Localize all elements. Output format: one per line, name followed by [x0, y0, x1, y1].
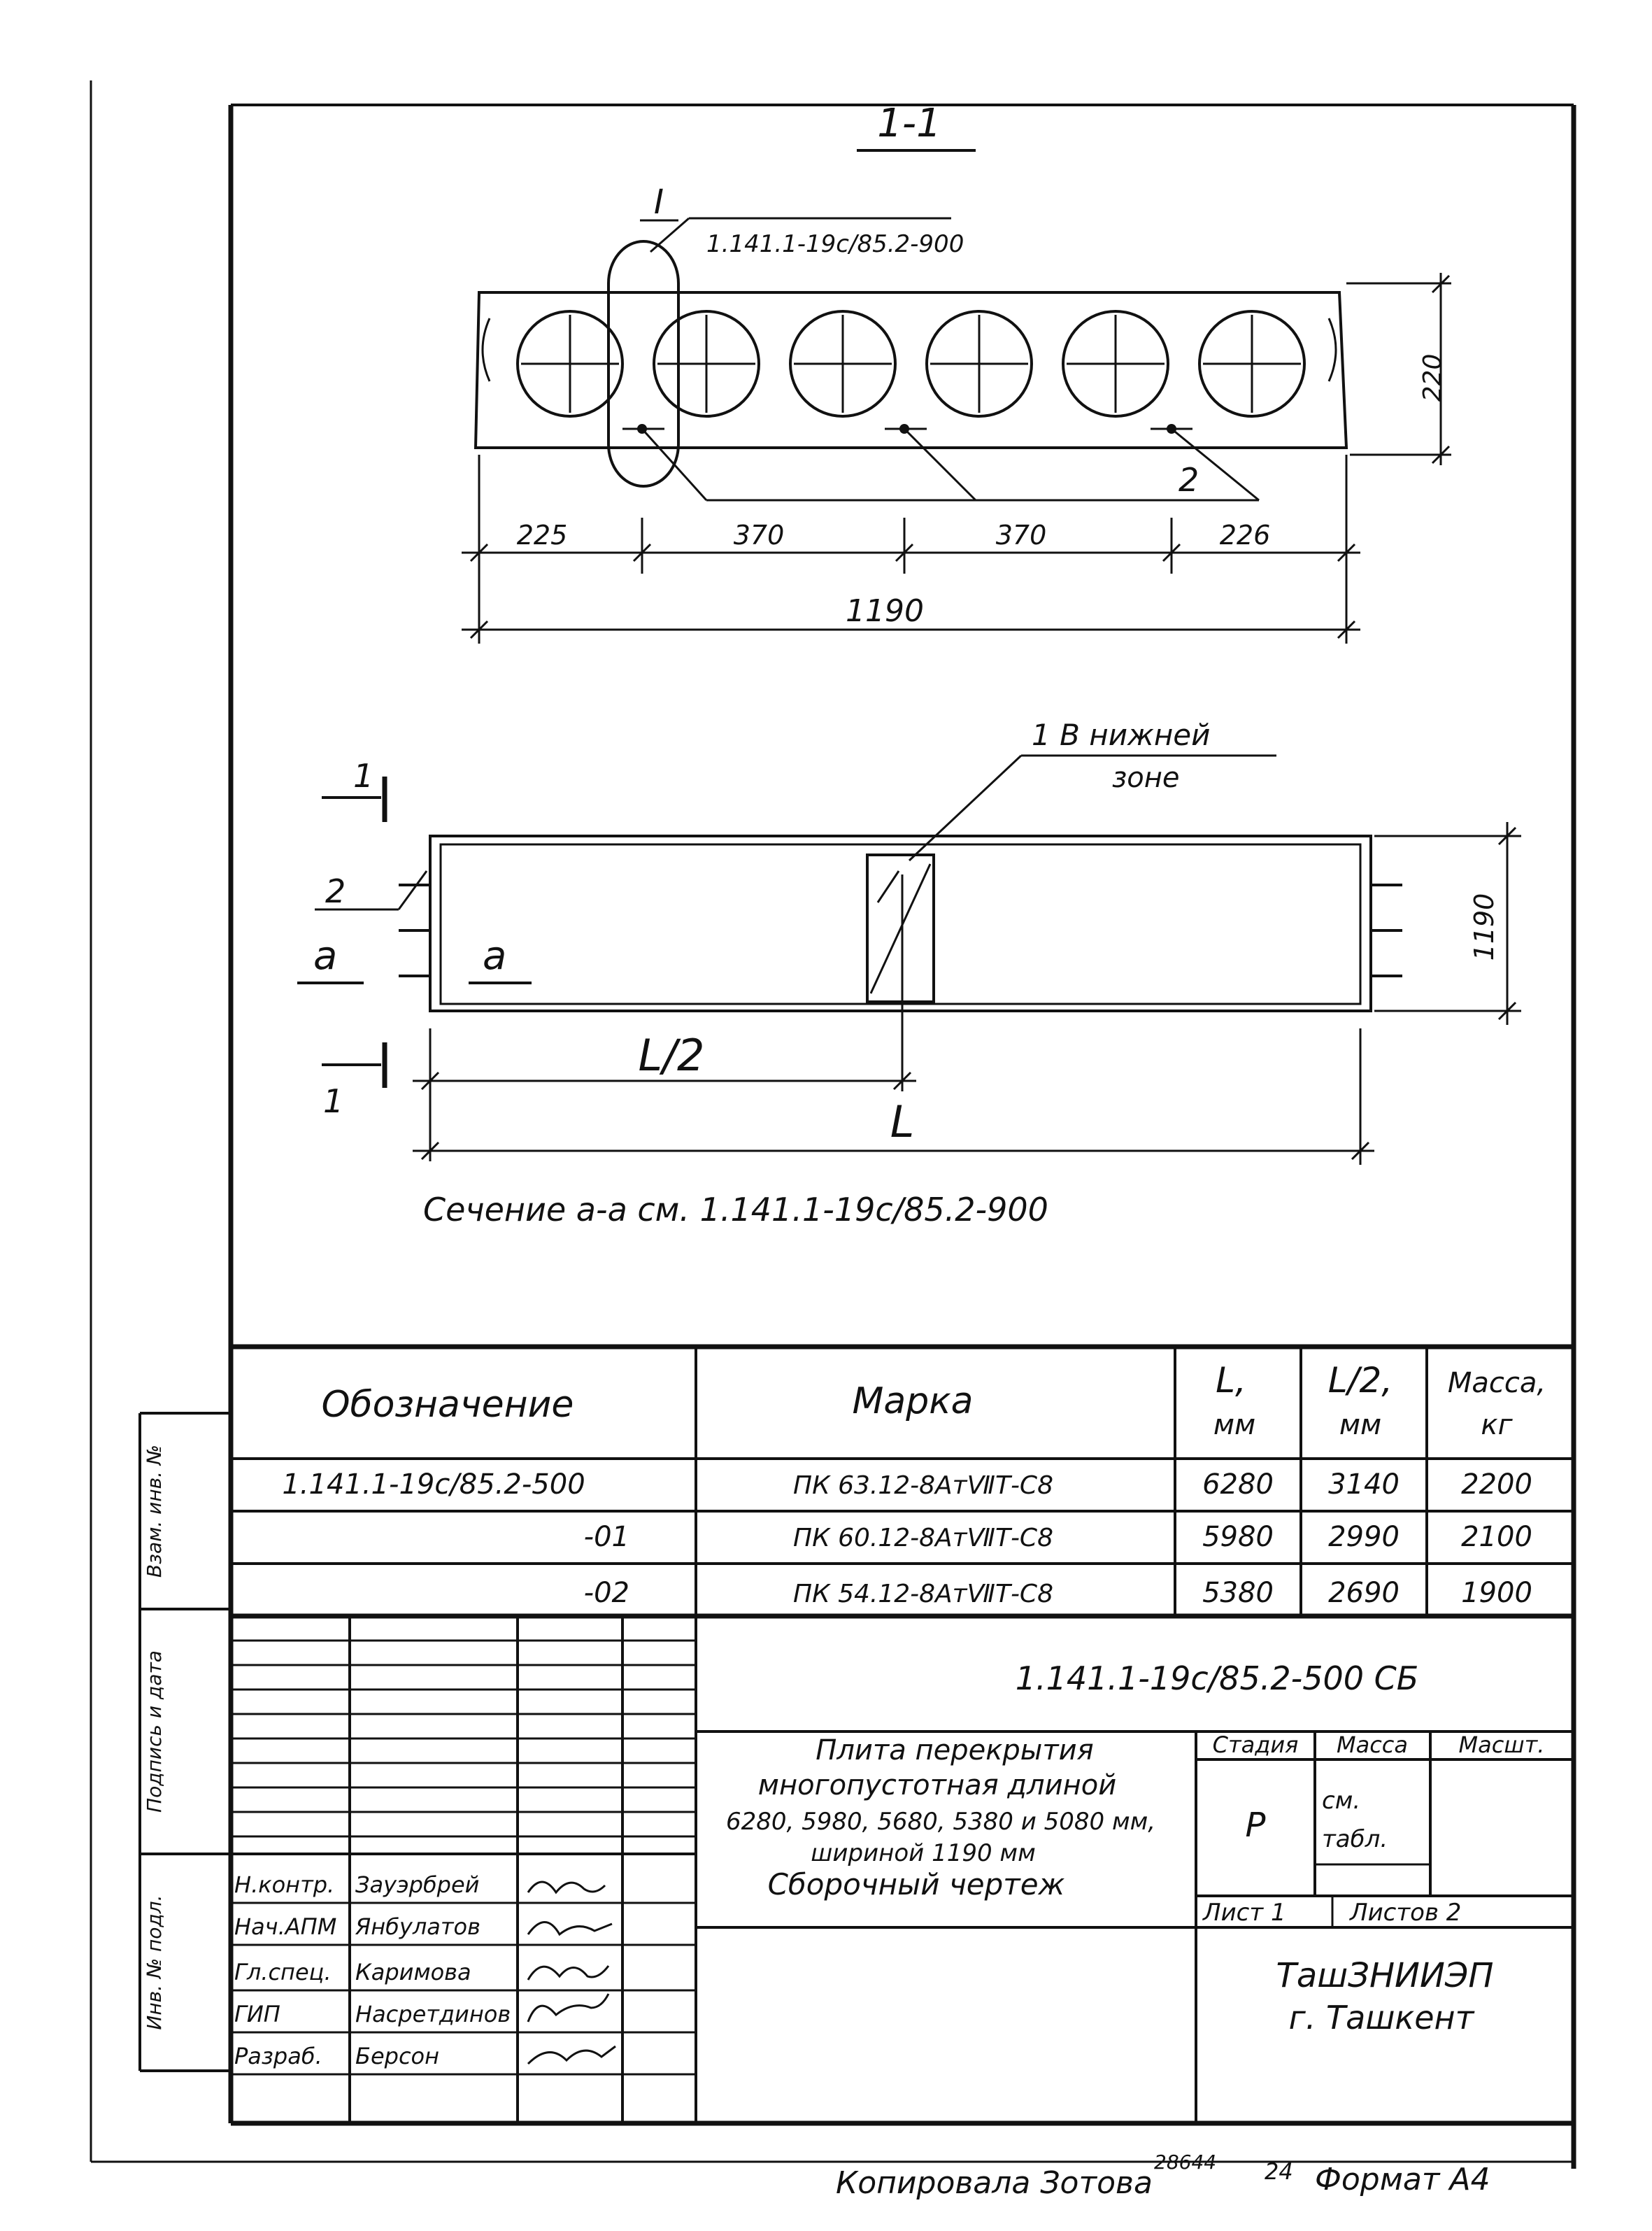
- half-length-dim: L/2: [638, 1030, 705, 1081]
- row1-L: 6280: [1202, 1468, 1274, 1501]
- hdr-mark: Марка: [852, 1380, 974, 1422]
- sig-role-2: Нач.АПМ: [234, 1913, 337, 1940]
- footer: [836, 2151, 1490, 2201]
- row2-mark: ПК 60.12-8АтⅦТ-С8: [793, 1524, 1053, 1552]
- dim-seg-1: 225: [516, 520, 568, 551]
- dim-seg-4: 226: [1219, 520, 1271, 551]
- row1-L2: 3140: [1328, 1468, 1400, 1501]
- slab-section-outline: [476, 292, 1346, 448]
- row2-designation: -01: [583, 1521, 629, 1553]
- section-title: 1-1: [877, 101, 941, 146]
- title-block: [231, 1616, 1574, 2123]
- section-a-right: а: [483, 933, 507, 979]
- hdr-mass: Масса,: [1447, 1367, 1546, 1399]
- row3-L2: 2690: [1328, 1577, 1400, 1609]
- signature-scribbles: [528, 1882, 615, 2064]
- hdr-designation: Обозначение: [321, 1384, 574, 1426]
- row1-designation: 1.141.1-19с/85.2-500: [282, 1468, 585, 1501]
- strands: [622, 424, 1259, 500]
- sig-name-1: Зауэрбрей: [355, 1871, 480, 1898]
- sig-role-4: ГИП: [234, 2001, 280, 2027]
- sheets-label: Листов 2: [1350, 1899, 1462, 1927]
- section-a-left: а: [313, 933, 338, 979]
- cut-label-top: 1: [353, 757, 374, 795]
- sig-role-5: Разраб.: [234, 2043, 322, 2069]
- hollow-cores: [518, 311, 1304, 416]
- sheet-label: Лист 1: [1203, 1899, 1286, 1927]
- title-line-4: шириной 1190 мм: [811, 1839, 1036, 1867]
- row2-L: 5980: [1202, 1521, 1274, 1553]
- row2-L2: 2990: [1328, 1521, 1400, 1553]
- row2-mass: 2100: [1461, 1521, 1532, 1553]
- callout-ref: 1.141.1-19с/85.2-900: [706, 230, 964, 258]
- footer-format: Формат А4: [1315, 2162, 1490, 2197]
- sig-name-5: Берсон: [355, 2043, 440, 2069]
- stage-value: Р: [1245, 1806, 1266, 1845]
- dim-seg-2: 370: [733, 520, 785, 551]
- stamp-inv: Инв. № подл.: [143, 1894, 166, 2030]
- mass-value-2: табл.: [1322, 1825, 1388, 1853]
- footer-page: 24: [1265, 2158, 1293, 2185]
- note-line-2: зоне: [1112, 762, 1180, 794]
- hdr-L-unit: мм: [1213, 1409, 1256, 1441]
- note-line-1: 1 В нижней: [1032, 718, 1211, 752]
- length-dim: L: [890, 1096, 915, 1147]
- cut-label-bottom: 1: [323, 1082, 344, 1120]
- loop-label: 2: [325, 872, 346, 910]
- row1-mark: ПК 63.12-8АтⅦТ-С8: [793, 1471, 1053, 1500]
- row1-mass: 2200: [1461, 1468, 1532, 1501]
- row3-mark: ПК 54.12-8АтⅦТ-С8: [793, 1580, 1053, 1608]
- dim-total: 1190: [846, 593, 924, 629]
- stage-label: Стадия: [1212, 1731, 1299, 1758]
- footer-copied: Копировала Зотова: [836, 2165, 1153, 2201]
- hdr-L2: L/2,: [1327, 1360, 1393, 1401]
- section-note: Сечение а-а см. 1.141.1-19с/85.2-900: [423, 1191, 1048, 1228]
- height-dim: 220: [1418, 353, 1447, 402]
- hdr-L: L,: [1216, 1360, 1246, 1401]
- hdr-L2-unit: мм: [1339, 1409, 1382, 1441]
- title-line-1: Плита перекрытия: [816, 1734, 1094, 1766]
- row3-L: 5380: [1202, 1577, 1274, 1609]
- footer-number: 28644: [1154, 2151, 1217, 2174]
- org-line-1: ТашЗНИИЭП: [1276, 1956, 1494, 1995]
- org-line-2: г. Ташкент: [1288, 1999, 1474, 2037]
- sig-role-1: Н.контр.: [234, 1871, 335, 1898]
- sig-name-2: Янбулатов: [355, 1913, 480, 1940]
- row3-designation: -02: [583, 1577, 629, 1609]
- dim-seg-3: 370: [995, 520, 1047, 551]
- stamp-replace: Взам. инв. №: [143, 1444, 166, 1578]
- mass-label: Масса: [1336, 1731, 1409, 1758]
- sig-name-3: Каримова: [355, 1959, 471, 1985]
- section-view: [462, 101, 1451, 644]
- stamp-sign-date: Подпись и дата: [143, 1650, 166, 1813]
- callout-roman: I: [653, 183, 664, 222]
- sig-role-3: Гл.спец.: [234, 1959, 332, 1985]
- mass-value-1: см.: [1322, 1787, 1361, 1815]
- title-line-5: Сборочный чертеж: [767, 1867, 1065, 1901]
- side-stamp: [140, 1413, 231, 2071]
- sig-name-4: Насретдинов: [355, 2001, 511, 2027]
- plan-view: [297, 718, 1521, 1228]
- width-dim: 1190: [1469, 893, 1500, 961]
- doc-code: 1.141.1-19с/85.2-500 СБ: [1015, 1659, 1419, 1697]
- hdr-mass-unit: кг: [1481, 1409, 1513, 1441]
- row3-mass: 1900: [1461, 1577, 1532, 1609]
- title-line-3: 6280, 5980, 5680, 5380 и 5080 мм,: [725, 1808, 1156, 1836]
- strand-label: 2: [1179, 461, 1199, 499]
- scale-label: Масшт.: [1458, 1731, 1545, 1758]
- title-line-2: многопустотная длиной: [757, 1769, 1117, 1801]
